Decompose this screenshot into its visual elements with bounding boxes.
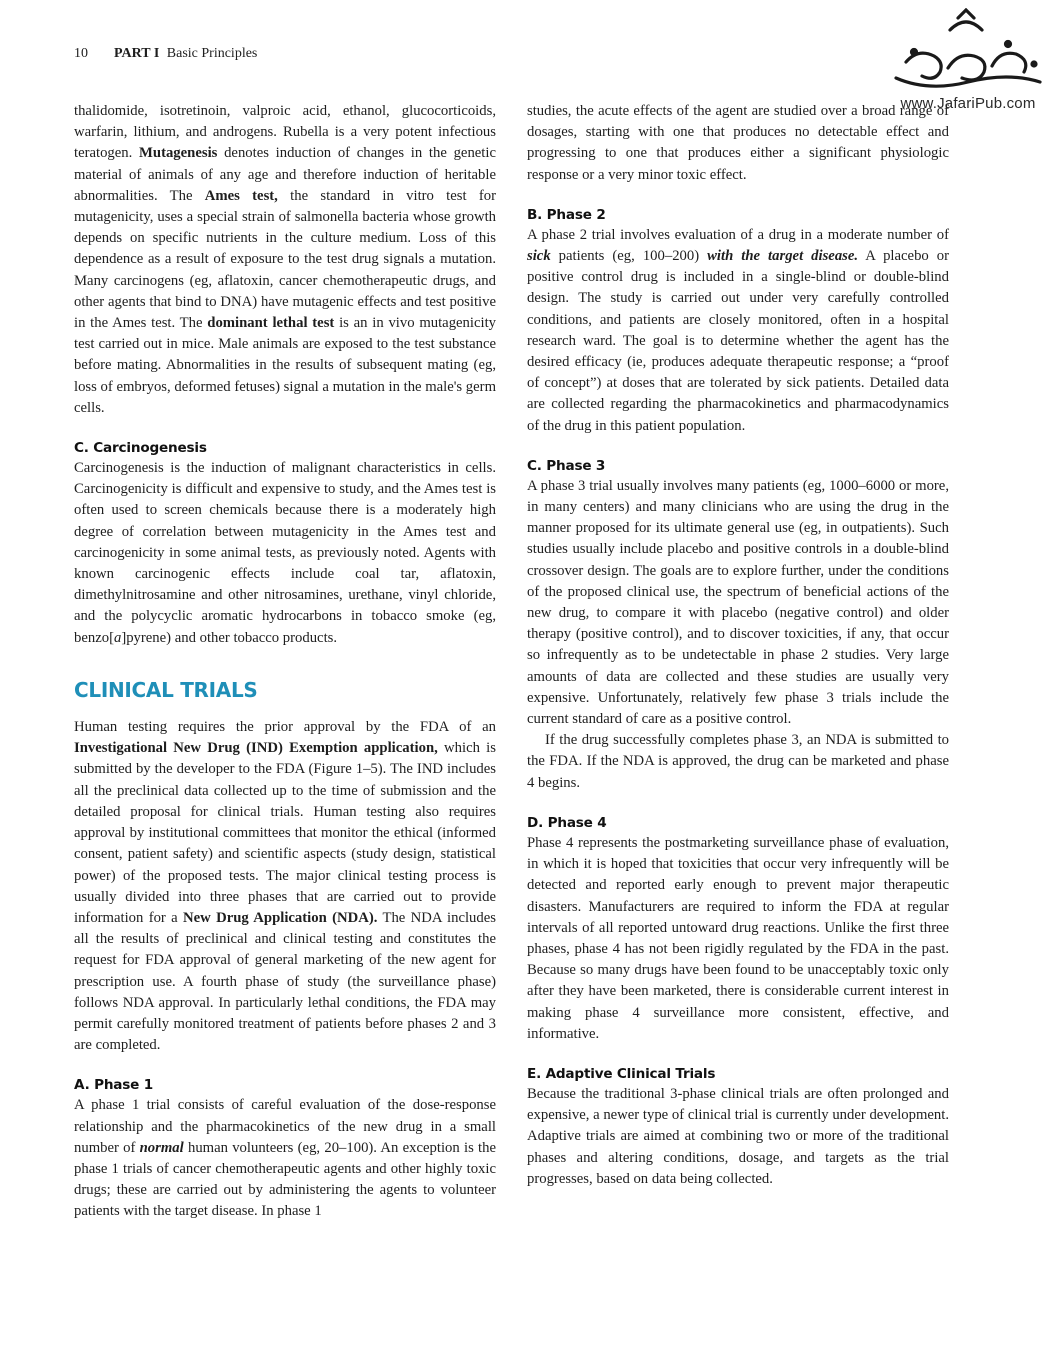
heading-adaptive-trials: E. Adaptive Clinical Trials bbox=[527, 1065, 716, 1082]
left-column bbox=[74, 101, 496, 1223]
paragraph-phase-4: Phase 4 represents the postmarketing surveillance phase of evaluation, in which it is hoped that toxicities that occur very infrequently will be detected and reported early enough to prevent major therapeutic disasters. Manufacturers are required to inform the FDA at regular intervals of all reported untoward drug reactions. Unlike the first three phases, phase 4 has not been rigidly regulated by the FDA in the past. Because so many drugs have been found to be unacceptably toxic only after they have been marketed, there is considerable current interest in making phase 4 surveillance more consistent, effective, and informative. bbox=[527, 834, 949, 1042]
paragraph-adaptive-trials: Because the traditional 3-phase clinical trials are often prolonged and expensive, a newer type of clinical trial is currently under development. Adaptive trials are aimed at combining two or more of the traditional phases and altering conditions, dosage, and targets as the trial progresses, based on data being collected. bbox=[527, 1085, 949, 1187]
paragraph-phase-3-nda: If the drug successfully completes phase 3, an NDA is submitted to the FDA. If the NDA is approved, the drug can be marketed and phase 4 begins. bbox=[527, 732, 949, 791]
calligraphy-logo-icon bbox=[888, 8, 1048, 92]
paragraph-phase-1-continued: studies, the acute effects of the agent are studied over a broad range of dosages, starting with one that produces no detectable effect and progressing to one that produces either a significant physiologic response or a very minor toxic effect. bbox=[527, 103, 949, 183]
publisher-url: www.JafariPub.com bbox=[900, 95, 1036, 112]
heading-phase-4: D. Phase 4 bbox=[527, 814, 607, 831]
heading-clinical-trials: CLINICAL TRIALS bbox=[74, 677, 258, 702]
paragraph-phase-2: A phase 2 trial involves evaluation of a drug in a moderate number of sick patients (eg, 100–200) with the target disease. A placebo or positive control drug is included in a single-blind or double-blind design. The study is carried out under very carefully controlled conditions, and patients are closely monitored, often in a hospital research ward. The goal is to determine whether the agent has the desired efficacy (ie, produces adequate therapeutic response; a “proof of concept”) at doses that are tolerated by sick patients. Detailed data are collected regarding the pharmacokinetics and pharmacodynamics of the drug in this patient population. bbox=[527, 226, 950, 434]
paragraph-phase-1: A phase 1 trial consists of careful evaluation of the dose-response relationship and the pharmacokinetics of the new drug in a small number of normal human volunteers (eg, 20–100). An exception is the phase 1 trials of cancer chemotherapeutic agents and other highly toxic drugs; these are carried out by administering the agents to volunteer patients with the target disease. In phase 1 bbox=[74, 1097, 496, 1220]
page-number: 10 bbox=[74, 46, 88, 61]
right-column bbox=[527, 101, 949, 1190]
paragraph-phase-3: A phase 3 trial usually involves many patients (eg, 1000–6000 or more, in many centers) and many clinicians who are using the drug in the manner proposed for its ultimate general use (eg, in outpatients). Such studies usually include placebo and positive controls in a double-blind crossover design. The goals are to explore further, under the conditions of the proposed clinical use, the spectrum of beneficial actions of the new drug, to compare it with placebo (negative control) and older therapy (positive control), and to discover toxicities, if any, that occur so infrequently as to be undetectable in phase 2 studies. Very large amounts of data are collected and these studies are usually very expensive. Unfortunately, relatively few phase 3 trials include the current standard of care as a positive control. bbox=[527, 477, 949, 728]
publisher-logo bbox=[888, 8, 1048, 112]
part-title: Basic Principles bbox=[166, 46, 258, 61]
heading-phase-3: C. Phase 3 bbox=[527, 457, 606, 474]
running-header bbox=[74, 46, 257, 62]
paragraph-clinical-trials: Human testing requires the prior approval by the FDA of an Investigational New Drug (IND) Exemption application, which is submitted by the developer to the FDA (Figure 1–5). The IND includes all the preclinical data collected up to the time of submission and the detailed proposal for clinical trials. Human testing also requires approval by institutional committees that monitor the ethical (informed consent, patient safety) and scientific aspects (study design, statistical power) of the proposed tests. The major clinical testing process is usually divided into three phases that are carried out to provide information for a New Drug Application (NDA). The NDA includes all the results of preclinical and clinical testing and constitutes the request for FDA approval of general marketing of the new agent for prescription use. A fourth phase of study (the surveillance phase) follows NDA approval. In particularly lethal conditions, the FDA may permit carefully monitored treatment of patients before phases 2 and 3 are completed. bbox=[74, 719, 496, 1054]
heading-carcinogenesis: C. Carcinogenesis bbox=[74, 440, 207, 457]
part-label: PART I bbox=[114, 46, 160, 61]
heading-phase-2: B. Phase 2 bbox=[527, 206, 606, 223]
heading-phase-1: A. Phase 1 bbox=[74, 1077, 153, 1094]
paragraph-carcinogenesis: Carcinogenesis is the induction of malignant characteristics in cells. Carcinogenicity is difficult and expensive to study, and the Ames test is often used to screen chemicals because there is a moderately high degree of correlation between mutagenicity in the Ames test and carcinogenicity in some animal tests, as previously noted. Agents with known carcinogenic effects include coal tar, aflatoxin, dimethylnitrosamine and other nitrosamines, urethane, vinyl chloride, and the polycyclic aromatic hydrocarbons in tobacco smoke (eg, benzo[a]pyrene) and other tobacco products. bbox=[74, 460, 496, 646]
paragraph-mutagenesis: thalidomide, isotretinoin, valproic acid, ethanol, glucocorticoids, warfarin, lithium, and androgens. Rubella is a very potent infectious teratogen. Mutagenesis denotes induction of changes in the genetic material of animals of any age and therefore induction of heritable abnormalities. The Ames test, the standard in vitro test for mutagenicity, uses a special strain of salmonella bacteria whose growth depends on specific nutrients in the culture medium. Loss of this dependence as a result of exposure to the test drug signals a mutation. Many carcinogens (eg, aflatoxin, cancer chemotherapeutic drugs, and other agents that bind to DNA) have mutagenic effects and test positive in the Ames test. The dominant lethal test is an in vivo mutagenicity test carried out in mice. Male animals are exposed to the test substance before mating. Abnormalities in the results of subsequent mating (eg, loss of embryos, deformed fetuses) signal a mutation in the male's germ cells. bbox=[74, 103, 497, 416]
